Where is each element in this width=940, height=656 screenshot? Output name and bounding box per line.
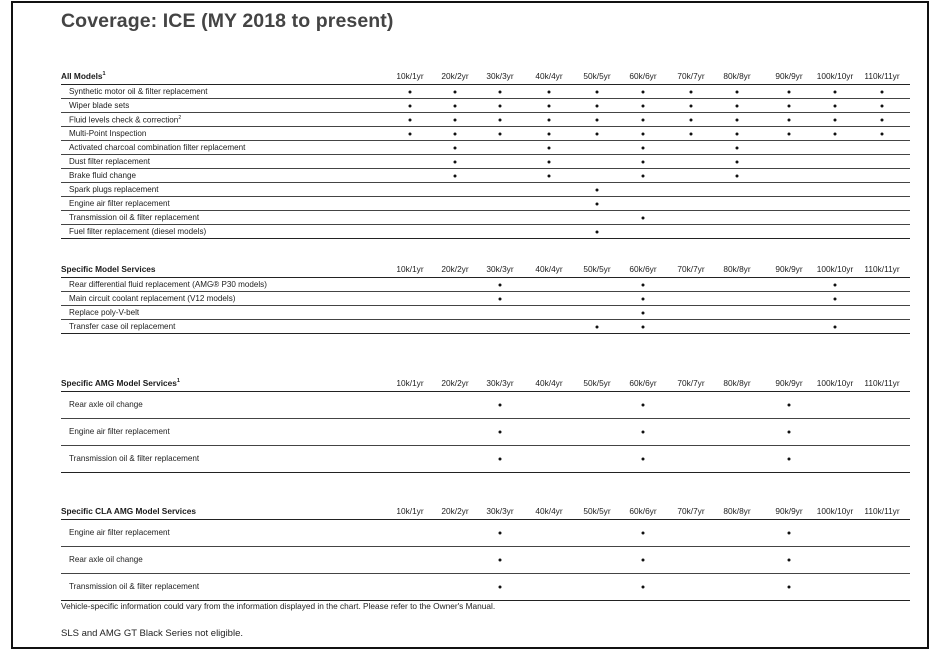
row-label-text: Spark plugs replacement: [69, 184, 159, 194]
row-label-text: Fuel filter replacement (diesel models): [69, 226, 207, 236]
service-bullet: [454, 118, 457, 121]
row-label: [69, 308, 139, 317]
table-row: [61, 225, 910, 239]
column-header: 90k/9yr: [775, 71, 803, 81]
section-header: [61, 70, 910, 84]
service-bullet: [788, 458, 791, 461]
service-bullet: [499, 458, 502, 461]
section-title: [61, 506, 196, 516]
row-label: [69, 171, 136, 180]
column-header: 80k/8yr: [723, 71, 751, 81]
section-specific-amg-model-services: [61, 377, 910, 473]
row-label-text: Transmission oil & filter replacement: [69, 454, 200, 463]
section-title: [61, 378, 180, 388]
row-label-text: Fluid levels check & correction: [69, 115, 179, 125]
service-bullet: [642, 458, 645, 461]
column-header: 110k/11yr: [864, 264, 900, 274]
row-label-text: Activated charcoal combination filter replacement: [69, 142, 246, 152]
column-header: 70k/7yr: [677, 506, 705, 516]
service-bullet: [499, 118, 502, 121]
service-bullet: [881, 104, 884, 107]
row-label: [69, 199, 170, 208]
column-header: 10k/1yr: [396, 378, 424, 388]
service-bullet: [690, 90, 693, 93]
column-header: 70k/7yr: [677, 264, 705, 274]
service-bullet: [642, 325, 645, 328]
service-bullet: [409, 90, 412, 93]
row-label: [69, 400, 143, 409]
service-bullet: [788, 431, 791, 434]
row-label: [69, 115, 181, 125]
column-header: 50k/5yr: [583, 378, 611, 388]
column-header: 10k/1yr: [396, 71, 424, 81]
row-label: [69, 213, 199, 222]
row-label: [69, 227, 206, 236]
service-bullet: [409, 104, 412, 107]
table-row: [61, 419, 910, 446]
row-label: [69, 322, 175, 331]
section-title-text: Specific CLA AMG Model Services: [61, 506, 196, 516]
service-bullet: [736, 174, 739, 177]
row-label: [69, 185, 159, 194]
service-bullet: [548, 160, 551, 163]
section-specific-cla-amg-model-services: [61, 505, 910, 601]
row-label-text: Wiper blade sets: [69, 100, 130, 110]
table-row: [61, 85, 910, 99]
section-title-text: Specific Model Services: [61, 264, 156, 274]
table-row: [61, 197, 910, 211]
service-bullet: [788, 559, 791, 562]
service-bullet: [642, 160, 645, 163]
footnote-marker: 1: [176, 378, 180, 385]
service-bullet: [788, 132, 791, 135]
service-bullet: [788, 118, 791, 121]
row-label-text: Transmission oil & filter replacement: [69, 212, 200, 222]
service-bullet: [596, 132, 599, 135]
service-bullet: [499, 532, 502, 535]
column-header: 20k/2yr: [441, 506, 469, 516]
column-header: 70k/7yr: [677, 71, 705, 81]
service-bullet: [881, 90, 884, 93]
row-label: [69, 582, 199, 591]
service-bullet: [788, 104, 791, 107]
column-header: 100k/10yr: [816, 264, 854, 274]
table-row: [61, 127, 910, 141]
table-row: [61, 141, 910, 155]
service-bullet: [736, 146, 739, 149]
table-row: [61, 292, 910, 306]
row-label-text: Rear axle oil change: [69, 400, 143, 409]
service-bullet: [642, 174, 645, 177]
column-header: 60k/6yr: [629, 264, 657, 274]
row-label: [69, 280, 267, 289]
column-header: 10k/1yr: [396, 264, 424, 274]
service-bullet: [642, 90, 645, 93]
section-title-text: Specific AMG Model Services: [61, 378, 177, 388]
column-header: 110k/11yr: [864, 378, 900, 388]
service-bullet: [834, 118, 837, 121]
table-row: [61, 99, 910, 113]
column-header: 110k/11yr: [864, 506, 900, 516]
service-bullet: [736, 104, 739, 107]
column-header: 40k/4yr: [535, 264, 563, 274]
service-bullet: [881, 118, 884, 121]
column-header: 70k/7yr: [677, 378, 705, 388]
row-label: [69, 294, 235, 303]
section-specific-model-services: [61, 263, 910, 334]
table-row: [61, 574, 910, 601]
row-label: [69, 427, 170, 436]
service-bullet: [690, 104, 693, 107]
row-label-text: Engine air filter replacement: [69, 528, 170, 537]
eligibility-note: SLS and AMG GT Black Series not eligible.: [61, 628, 243, 639]
service-bullet: [642, 586, 645, 589]
column-header: 100k/10yr: [816, 506, 854, 516]
service-bullet: [834, 132, 837, 135]
service-bullet: [596, 325, 599, 328]
service-bullet: [690, 132, 693, 135]
service-bullet: [596, 230, 599, 233]
table-row: [61, 392, 910, 419]
row-label-text: Transfer case oil replacement: [69, 321, 176, 331]
section-all-models: [61, 70, 910, 239]
row-label-text: Dust filter replacement: [69, 156, 150, 166]
service-bullet: [596, 104, 599, 107]
table-row: [61, 113, 910, 127]
service-bullet: [642, 132, 645, 135]
service-bullet: [834, 90, 837, 93]
service-bullet: [642, 283, 645, 286]
row-label: [69, 454, 199, 463]
service-bullet: [548, 146, 551, 149]
column-header: 100k/10yr: [816, 378, 854, 388]
footnote-marker: 1: [102, 71, 106, 78]
service-bullet: [548, 132, 551, 135]
table-row: [61, 278, 910, 292]
service-bullet: [499, 586, 502, 589]
service-bullet: [454, 160, 457, 163]
column-header: 80k/8yr: [723, 264, 751, 274]
service-bullet: [596, 188, 599, 191]
service-bullet: [499, 404, 502, 407]
column-header: 90k/9yr: [775, 506, 803, 516]
service-bullet: [454, 104, 457, 107]
row-label-text: Transmission oil & filter replacement: [69, 582, 200, 591]
service-bullet: [454, 174, 457, 177]
service-bullet: [642, 118, 645, 121]
row-label-text: Replace poly-V-belt: [69, 307, 140, 317]
column-header: 110k/11yr: [864, 71, 900, 81]
row-label: [69, 157, 150, 166]
column-header: 50k/5yr: [583, 506, 611, 516]
column-header: 30k/3yr: [486, 264, 514, 274]
column-header: 100k/10yr: [816, 71, 854, 81]
service-bullet: [736, 160, 739, 163]
table-row: [61, 547, 910, 574]
service-bullet: [642, 532, 645, 535]
service-bullet: [409, 118, 412, 121]
service-bullet: [454, 132, 457, 135]
service-bullet: [499, 559, 502, 562]
service-bullet: [881, 132, 884, 135]
row-label-text: Brake fluid change: [69, 170, 137, 180]
section-title: [61, 71, 106, 81]
service-bullet: [499, 431, 502, 434]
service-bullet: [642, 404, 645, 407]
row-label-text: Rear differential fluid replacement (AMG® P30 models): [69, 279, 267, 289]
table-row: [61, 306, 910, 320]
service-bullet: [834, 325, 837, 328]
service-bullet: [548, 174, 551, 177]
service-bullet: [642, 104, 645, 107]
table-row: [61, 211, 910, 225]
column-header: 60k/6yr: [629, 506, 657, 516]
column-header: 80k/8yr: [723, 378, 751, 388]
page-title: Coverage: ICE (MY 2018 to present): [61, 10, 394, 32]
row-label-text: Engine air filter replacement: [69, 427, 170, 436]
column-header: 40k/4yr: [535, 71, 563, 81]
column-header: 60k/6yr: [629, 378, 657, 388]
column-header: 40k/4yr: [535, 506, 563, 516]
table-row: [61, 520, 910, 547]
service-bullet: [548, 90, 551, 93]
row-label: [69, 143, 245, 152]
service-bullet: [834, 283, 837, 286]
service-bullet: [788, 90, 791, 93]
service-bullet: [596, 118, 599, 121]
row-label: [69, 555, 143, 564]
service-bullet: [834, 297, 837, 300]
service-bullet: [642, 431, 645, 434]
service-bullet: [454, 90, 457, 93]
column-header: 90k/9yr: [775, 264, 803, 274]
table-row: [61, 446, 910, 473]
section-header: [61, 505, 910, 519]
service-bullet: [642, 216, 645, 219]
row-label-text: Main circuit coolant replacement (V12 models): [69, 293, 236, 303]
row-label: [69, 87, 208, 96]
service-bullet: [788, 404, 791, 407]
table-row: [61, 169, 910, 183]
column-header: 60k/6yr: [629, 71, 657, 81]
row-label: [69, 101, 129, 110]
service-bullet: [499, 104, 502, 107]
table-row: [61, 183, 910, 197]
section-header: [61, 377, 910, 391]
service-bullet: [642, 311, 645, 314]
service-bullet: [454, 146, 457, 149]
service-bullet: [788, 586, 791, 589]
service-bullet: [642, 297, 645, 300]
column-header: 30k/3yr: [486, 378, 514, 388]
row-label: [69, 129, 146, 138]
column-header: 50k/5yr: [583, 71, 611, 81]
service-bullet: [690, 118, 693, 121]
column-header: 20k/2yr: [441, 378, 469, 388]
service-bullet: [499, 283, 502, 286]
service-bullet: [788, 532, 791, 535]
footnote-marker: 2: [178, 114, 182, 121]
row-label-text: Multi-Point Inspection: [69, 128, 147, 138]
column-header: 30k/3yr: [486, 506, 514, 516]
service-bullet: [834, 104, 837, 107]
section-header: [61, 263, 910, 277]
column-header: 20k/2yr: [441, 264, 469, 274]
row-label-text: Synthetic motor oil & filter replacement: [69, 86, 208, 96]
row-label: [69, 528, 170, 537]
table-row: [61, 155, 910, 169]
service-bullet: [499, 90, 502, 93]
service-bullet: [642, 146, 645, 149]
service-bullet: [736, 90, 739, 93]
column-header: 40k/4yr: [535, 378, 563, 388]
service-bullet: [736, 118, 739, 121]
service-bullet: [548, 104, 551, 107]
column-header: 20k/2yr: [441, 71, 469, 81]
column-header: 50k/5yr: [583, 264, 611, 274]
table-row: [61, 320, 910, 334]
section-title: [61, 264, 156, 274]
service-bullet: [642, 559, 645, 562]
service-bullet: [596, 202, 599, 205]
service-bullet: [499, 132, 502, 135]
service-bullet: [548, 118, 551, 121]
service-bullet: [499, 297, 502, 300]
footnote: Vehicle-specific information could vary from the information displayed in the chart. Please refer to the Owner's Manual.: [61, 601, 496, 611]
section-title-text: All Models: [61, 71, 103, 81]
column-header: 30k/3yr: [486, 71, 514, 81]
column-header: 10k/1yr: [396, 506, 424, 516]
service-bullet: [409, 132, 412, 135]
service-bullet: [596, 90, 599, 93]
service-bullet: [736, 132, 739, 135]
column-header: 90k/9yr: [775, 378, 803, 388]
row-label-text: Rear axle oil change: [69, 555, 143, 564]
row-label-text: Engine air filter replacement: [69, 198, 170, 208]
column-header: 80k/8yr: [723, 506, 751, 516]
